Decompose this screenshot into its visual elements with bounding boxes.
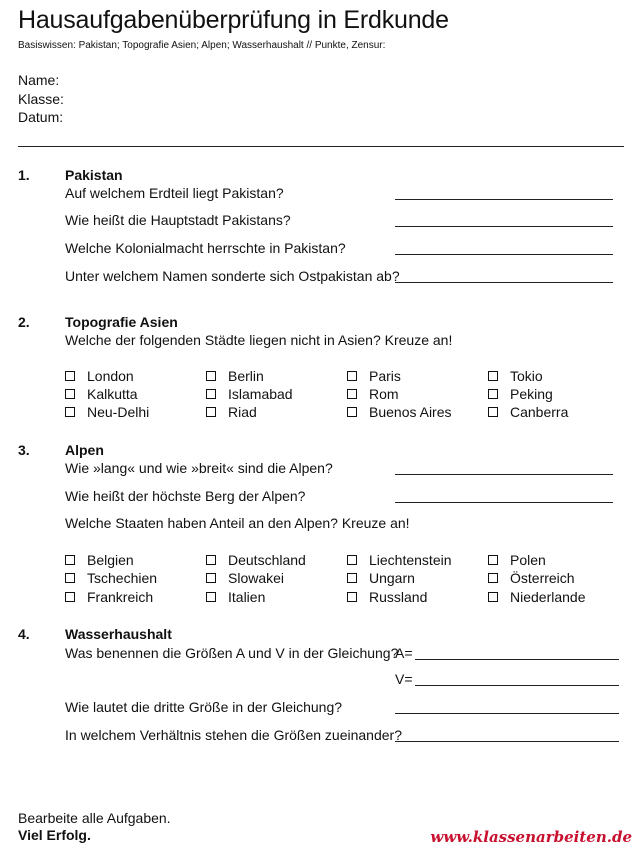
option-ungarn: Ungarn bbox=[369, 570, 415, 586]
option-polen: Polen bbox=[510, 552, 546, 568]
option-paris: Paris bbox=[369, 368, 401, 384]
answer-line-v[interactable] bbox=[415, 685, 619, 686]
option-rom: Rom bbox=[369, 386, 399, 402]
answer-line-1-2[interactable] bbox=[395, 226, 613, 227]
option-slowakei: Slowakei bbox=[228, 570, 285, 586]
section-2-instruction: Welche der folgenden Städte liegen nicht in Asien? Kreuze an! bbox=[65, 332, 453, 348]
checkbox-belgien[interactable] bbox=[65, 555, 75, 565]
answer-line-a[interactable] bbox=[415, 659, 619, 660]
checkbox-canberra[interactable] bbox=[488, 407, 498, 417]
answer-line-3-1[interactable] bbox=[395, 474, 613, 475]
checkbox-berlin[interactable] bbox=[206, 371, 216, 381]
checkbox-tokio[interactable] bbox=[488, 371, 498, 381]
option-liechtenstein: Liechtenstein bbox=[369, 552, 452, 568]
question-3-2: Wie heißt der höchste Berg der Alpen? bbox=[65, 488, 306, 504]
section-1-heading: Pakistan bbox=[65, 167, 123, 183]
checkbox-frankreich[interactable] bbox=[65, 592, 75, 602]
option-canberra: Canberra bbox=[510, 404, 569, 420]
question-1-4: Unter welchem Namen sonderte sich Ostpakistan ab? bbox=[65, 268, 400, 284]
option-islamabad: Islamabad bbox=[228, 386, 293, 402]
section-1-number: 1. bbox=[18, 167, 30, 183]
section-4-heading: Wasserhaushalt bbox=[65, 626, 172, 642]
checkbox-ungarn[interactable] bbox=[347, 573, 357, 583]
option-belgien: Belgien bbox=[87, 552, 134, 568]
option-neu-delhi: Neu-Delhi bbox=[87, 404, 150, 420]
option-tschechien: Tschechien bbox=[87, 570, 158, 586]
checkbox-buenos-aires[interactable] bbox=[347, 407, 357, 417]
section-2-number: 2. bbox=[18, 314, 30, 330]
answer-line-1-4[interactable] bbox=[395, 282, 613, 283]
checkbox-riad[interactable] bbox=[206, 407, 216, 417]
option-peking: Peking bbox=[510, 386, 553, 402]
header-divider bbox=[18, 146, 624, 147]
footer-instruction: Bearbeite alle Aufgaben. bbox=[18, 810, 171, 826]
question-4-3: In welchem Verhältnis stehen die Größen zueinander? bbox=[65, 727, 402, 743]
checkbox-kalkutta[interactable] bbox=[65, 389, 75, 399]
date-label: Datum: bbox=[18, 109, 64, 125]
option-russland: Russland bbox=[369, 589, 428, 605]
answer-line-4-3[interactable] bbox=[395, 741, 619, 742]
option-niederlande: Niederlande bbox=[510, 589, 586, 605]
question-1-2: Wie heißt die Hauptstadt Pakistans? bbox=[65, 212, 291, 228]
answer-line-1-1[interactable] bbox=[395, 199, 613, 200]
checkbox-deutschland[interactable] bbox=[206, 555, 216, 565]
section-3-heading: Alpen bbox=[65, 442, 104, 458]
brand-link[interactable]: www.klassenarbeiten.de bbox=[430, 828, 632, 846]
answer-line-4-2[interactable] bbox=[395, 713, 619, 714]
option-deutschland: Deutschland bbox=[228, 552, 306, 568]
option-berlin: Berlin bbox=[228, 368, 264, 384]
section-3-instruction: Welche Staaten haben Anteil an den Alpen? Kreuze an! bbox=[65, 515, 410, 531]
question-1-1: Auf welchem Erdteil liegt Pakistan? bbox=[65, 185, 284, 201]
option-tokio: Tokio bbox=[510, 368, 543, 384]
option-riad: Riad bbox=[228, 404, 257, 420]
answer-line-3-2[interactable] bbox=[395, 502, 613, 503]
checkbox-islamabad[interactable] bbox=[206, 389, 216, 399]
option-buenos-aires: Buenos Aires bbox=[369, 404, 452, 420]
v-label: V= bbox=[395, 671, 413, 687]
class-label: Klasse: bbox=[18, 91, 64, 107]
question-3-1: Wie »lang« und wie »breit« sind die Alpen? bbox=[65, 460, 333, 476]
page-subtitle: Basiswissen: Pakistan; Topografie Asien; Alpen; Wasserhaushalt // Punkte, Zensur: bbox=[18, 40, 386, 51]
option-frankreich: Frankreich bbox=[87, 589, 154, 605]
a-label: A= bbox=[395, 645, 413, 661]
option-oesterreich: Österreich bbox=[510, 570, 575, 586]
checkbox-peking[interactable] bbox=[488, 389, 498, 399]
checkbox-niederlande[interactable] bbox=[488, 592, 498, 602]
checkbox-polen[interactable] bbox=[488, 555, 498, 565]
checkbox-rom[interactable] bbox=[347, 389, 357, 399]
question-4-1: Was benennen die Größen A und V in der Gleichung? bbox=[65, 645, 399, 661]
option-london: London bbox=[87, 368, 134, 384]
option-italien: Italien bbox=[228, 589, 266, 605]
checkbox-italien[interactable] bbox=[206, 592, 216, 602]
section-3-number: 3. bbox=[18, 442, 30, 458]
name-label: Name: bbox=[18, 72, 60, 88]
checkbox-neu-delhi[interactable] bbox=[65, 407, 75, 417]
checkbox-oesterreich[interactable] bbox=[488, 573, 498, 583]
checkbox-russland[interactable] bbox=[347, 592, 357, 602]
page-title: Hausaufgabenüberprüfung in Erdkunde bbox=[18, 6, 449, 34]
section-2-heading: Topografie Asien bbox=[65, 314, 178, 330]
answer-line-1-3[interactable] bbox=[395, 254, 613, 255]
option-kalkutta: Kalkutta bbox=[87, 386, 138, 402]
checkbox-london[interactable] bbox=[65, 371, 75, 381]
question-4-2: Wie lautet die dritte Größe in der Gleichung? bbox=[65, 699, 343, 715]
checkbox-paris[interactable] bbox=[347, 371, 357, 381]
footer-wish: Viel Erfolg. bbox=[18, 827, 91, 843]
checkbox-slowakei[interactable] bbox=[206, 573, 216, 583]
checkbox-liechtenstein[interactable] bbox=[347, 555, 357, 565]
section-4-number: 4. bbox=[18, 626, 30, 642]
checkbox-tschechien[interactable] bbox=[65, 573, 75, 583]
question-1-3: Welche Kolonialmacht herrschte in Pakistan? bbox=[65, 240, 346, 256]
